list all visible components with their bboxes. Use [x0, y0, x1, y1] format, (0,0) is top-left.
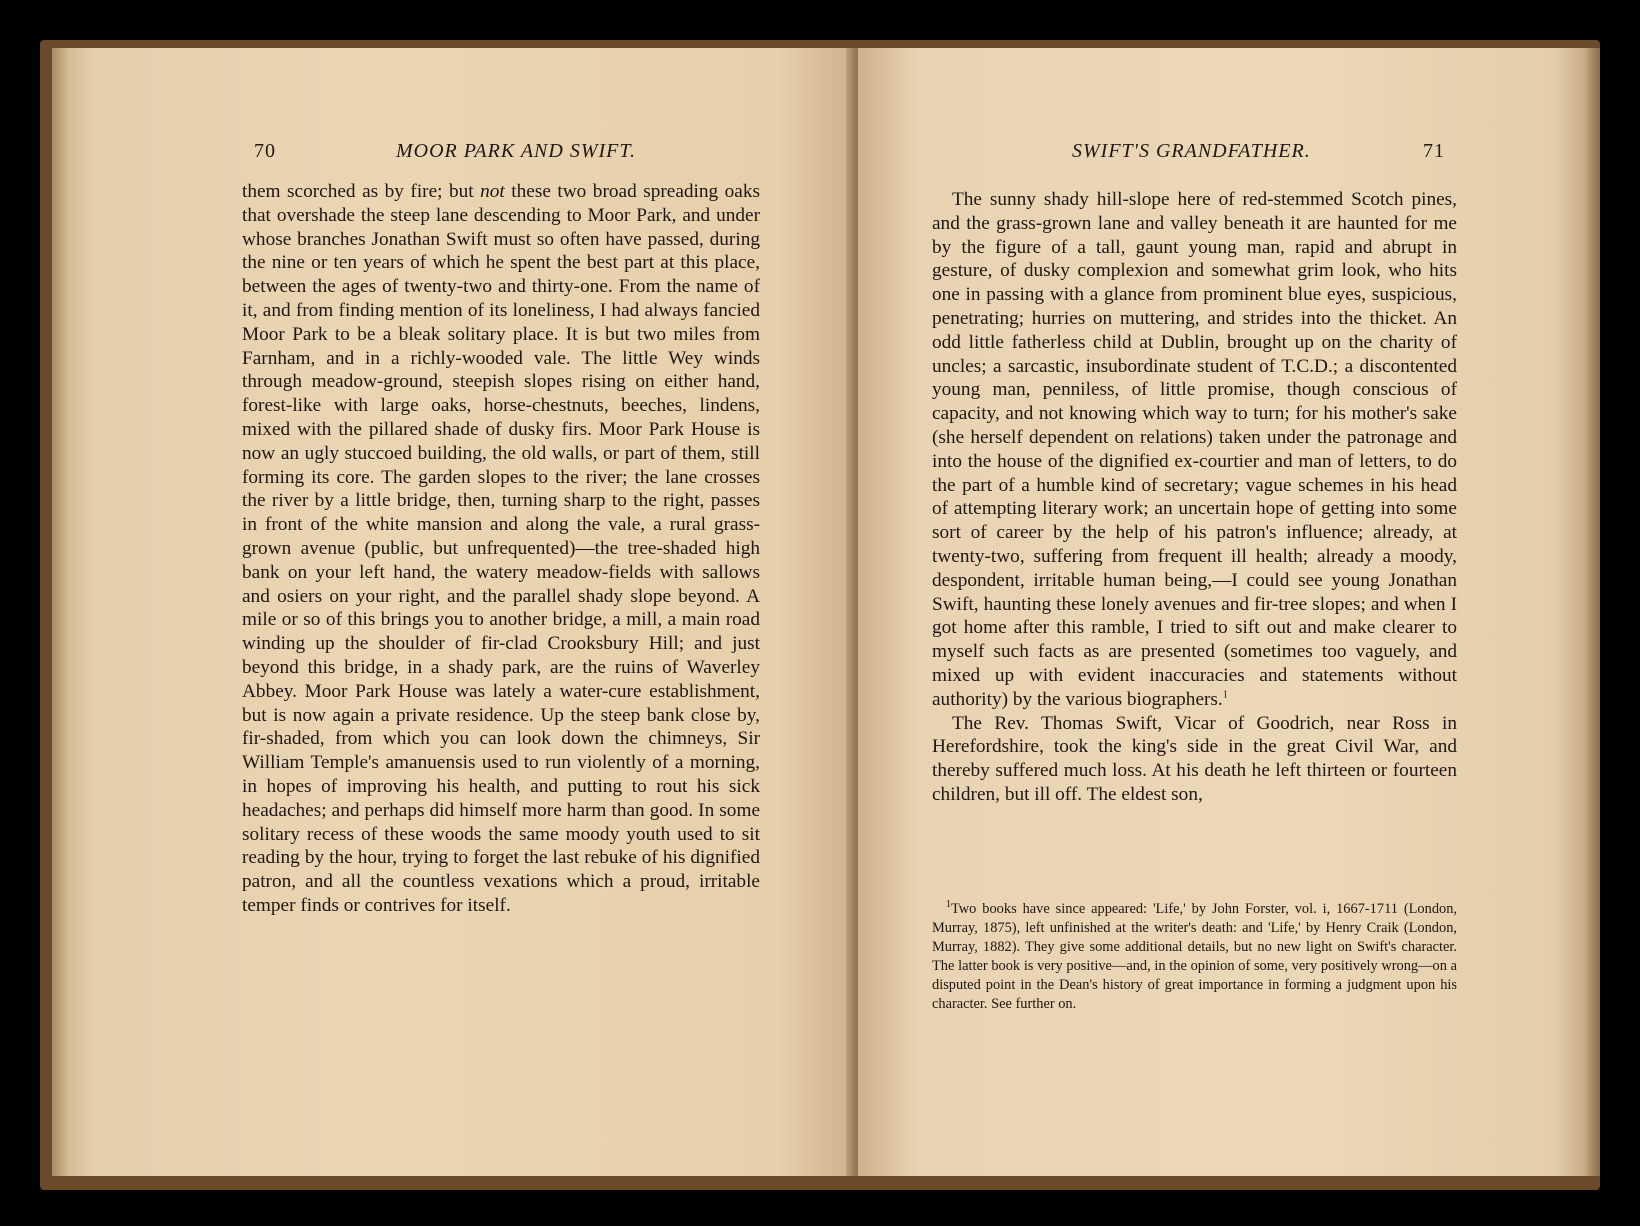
running-head: MOOR PARK AND SWIFT.	[396, 140, 636, 162]
text-run: The sunny shady hill-slope here of red-stemmed Scotch pines, and the grass-grown lane and valley beneath it are haunted for me by the figure of a tall, gaunt young man, rapid and abrupt in gesture, of dusky complexion and somewhat grim look, who hits one in passing with a glance from prominent blue eyes, suspicious, penetrating; hurries on muttering, and strides into the thicket. An odd little fatherless child at Dublin, brought up on the charity of uncles; a sarcastic, insubordinate student of T.C.D.; a discontented young man, penniless, of little promise, though conscious of capacity, and not knowing which way to turn; for his mother's sake (she herself dependent on relations) taken under the patronage and into the house of the dignified ex-courtier and man of letters, to do the part of a humble kind of secretary; vague schemes in his head of attempting literary work; an uncertain hope of getting into some sort of career by the help of his patron's influence; already, at twenty-two, suffering from frequent ill health; already a moody, despondent, irritable human being,—I could see young Jonathan Swift, haunting these lonely avenues and fir-tree slopes; and when I got home after this ramble, I tried to sift out and make clearer to myself such facts as are presented (sometimes too vaguely, and mixed up with evident inaccuracies and statements without authority) by the various biographers.	[932, 189, 1457, 710]
text-run: these two broad spreading oaks that overshade the steep lane descending to Moor Park, and under whose branches Jonathan Swift must so often have passed, during the nine or ten years of which he spent the best part at this place, between the ages of twenty-two and thirty-one. From the name of it, and from finding mention of its loneliness, I had always fancied Moor Park to be a bleak solitary place. It is but two miles from Farnham, and in a richly-wooded vale. The little Wey winds through meadow-ground, steepish slopes rising on either hand, forest-like with large oaks, horse-chestnuts, beeches, lindens, mixed with the pillared shade of dusky firs. Moor Park House is now an ugly stuccoed building, the old walls, or part of them, still forming its core. The garden slopes to the river; the lane crosses the river by a little bridge, then, turning sharp to the right, passes in front of the white mansion and along the vale, a rural grass-grown avenue (public, but unfrequented)—the tree-shaded high bank on your left hand, the watery meadow-fields with sallows and osiers on your right, and the parallel shady slope beyond. A mile or so of this brings you to another bridge, a mill, a main road winding up the shoulder of fir-clad Crooksbury Hill; and just beyond this bridge, in a shady park, are the ruins of Waverley Abbey. Moor Park House was lately a water-cure establishment, but is now again a private residence. Up the steep bank close by, fir-shaded, from which you can look down the chimneys, Sir William Temple's amanuensis used to run violently of a morning, in hopes of improving his health, and putting to rout his sick headaches; and perhaps did himself more harm than good. In some solitary recess of these woods the same moody youth used to sit reading by the hour, trying to forget the last rebuke of his dignified patron, and all the countless vexations which a proud, irritable temper finds or contrives for itself.	[242, 181, 760, 916]
paragraph: The Rev. Thomas Swift, Vicar of Goodrich, near Ross in Herefordshire, took the king's side in the great Civil War, and thereby suffered much loss. At his death he left thirteen or fourteen children, but ill off. The eldest son,	[932, 712, 1457, 805]
left-page	[52, 48, 858, 1176]
footnote-paragraph	[932, 900, 1457, 1014]
page-number: 70	[254, 140, 276, 162]
running-head: SWIFT'S GRANDFATHER.	[1072, 140, 1311, 162]
page-number: 71	[1423, 140, 1445, 162]
open-book	[40, 40, 1600, 1190]
text-run: them scorched as by fire; but	[242, 181, 481, 202]
italic-word: not	[480, 181, 505, 202]
left-body-text	[242, 180, 760, 918]
page-edge	[1582, 48, 1600, 1176]
footnote-text: Two books have since appeared: 'Life,' by John Forster, vol. i, 1667-1711 (London, Murray, 1875), left unfinished at the writer's death: and 'Life,' by Henry Craik (London, Murray, 1882). They give some additional details, but no new light on Swift's character. The latter book is very positive—and, in the opinion of some, very positively wrong—on a disputed point in the Dean's history of great importance in forming a judgment upon his character. See further on.	[932, 901, 1457, 1012]
page-edge	[52, 48, 70, 1176]
footnote-number: 1	[946, 899, 951, 911]
right-body-text	[932, 188, 1457, 807]
left-running-header	[52, 140, 858, 170]
right-running-header	[858, 140, 1600, 170]
footnote	[932, 900, 1457, 1014]
paragraph	[242, 180, 760, 918]
paragraph	[932, 188, 1457, 712]
footnote-marker: 1	[1222, 689, 1228, 701]
right-page	[858, 48, 1600, 1176]
